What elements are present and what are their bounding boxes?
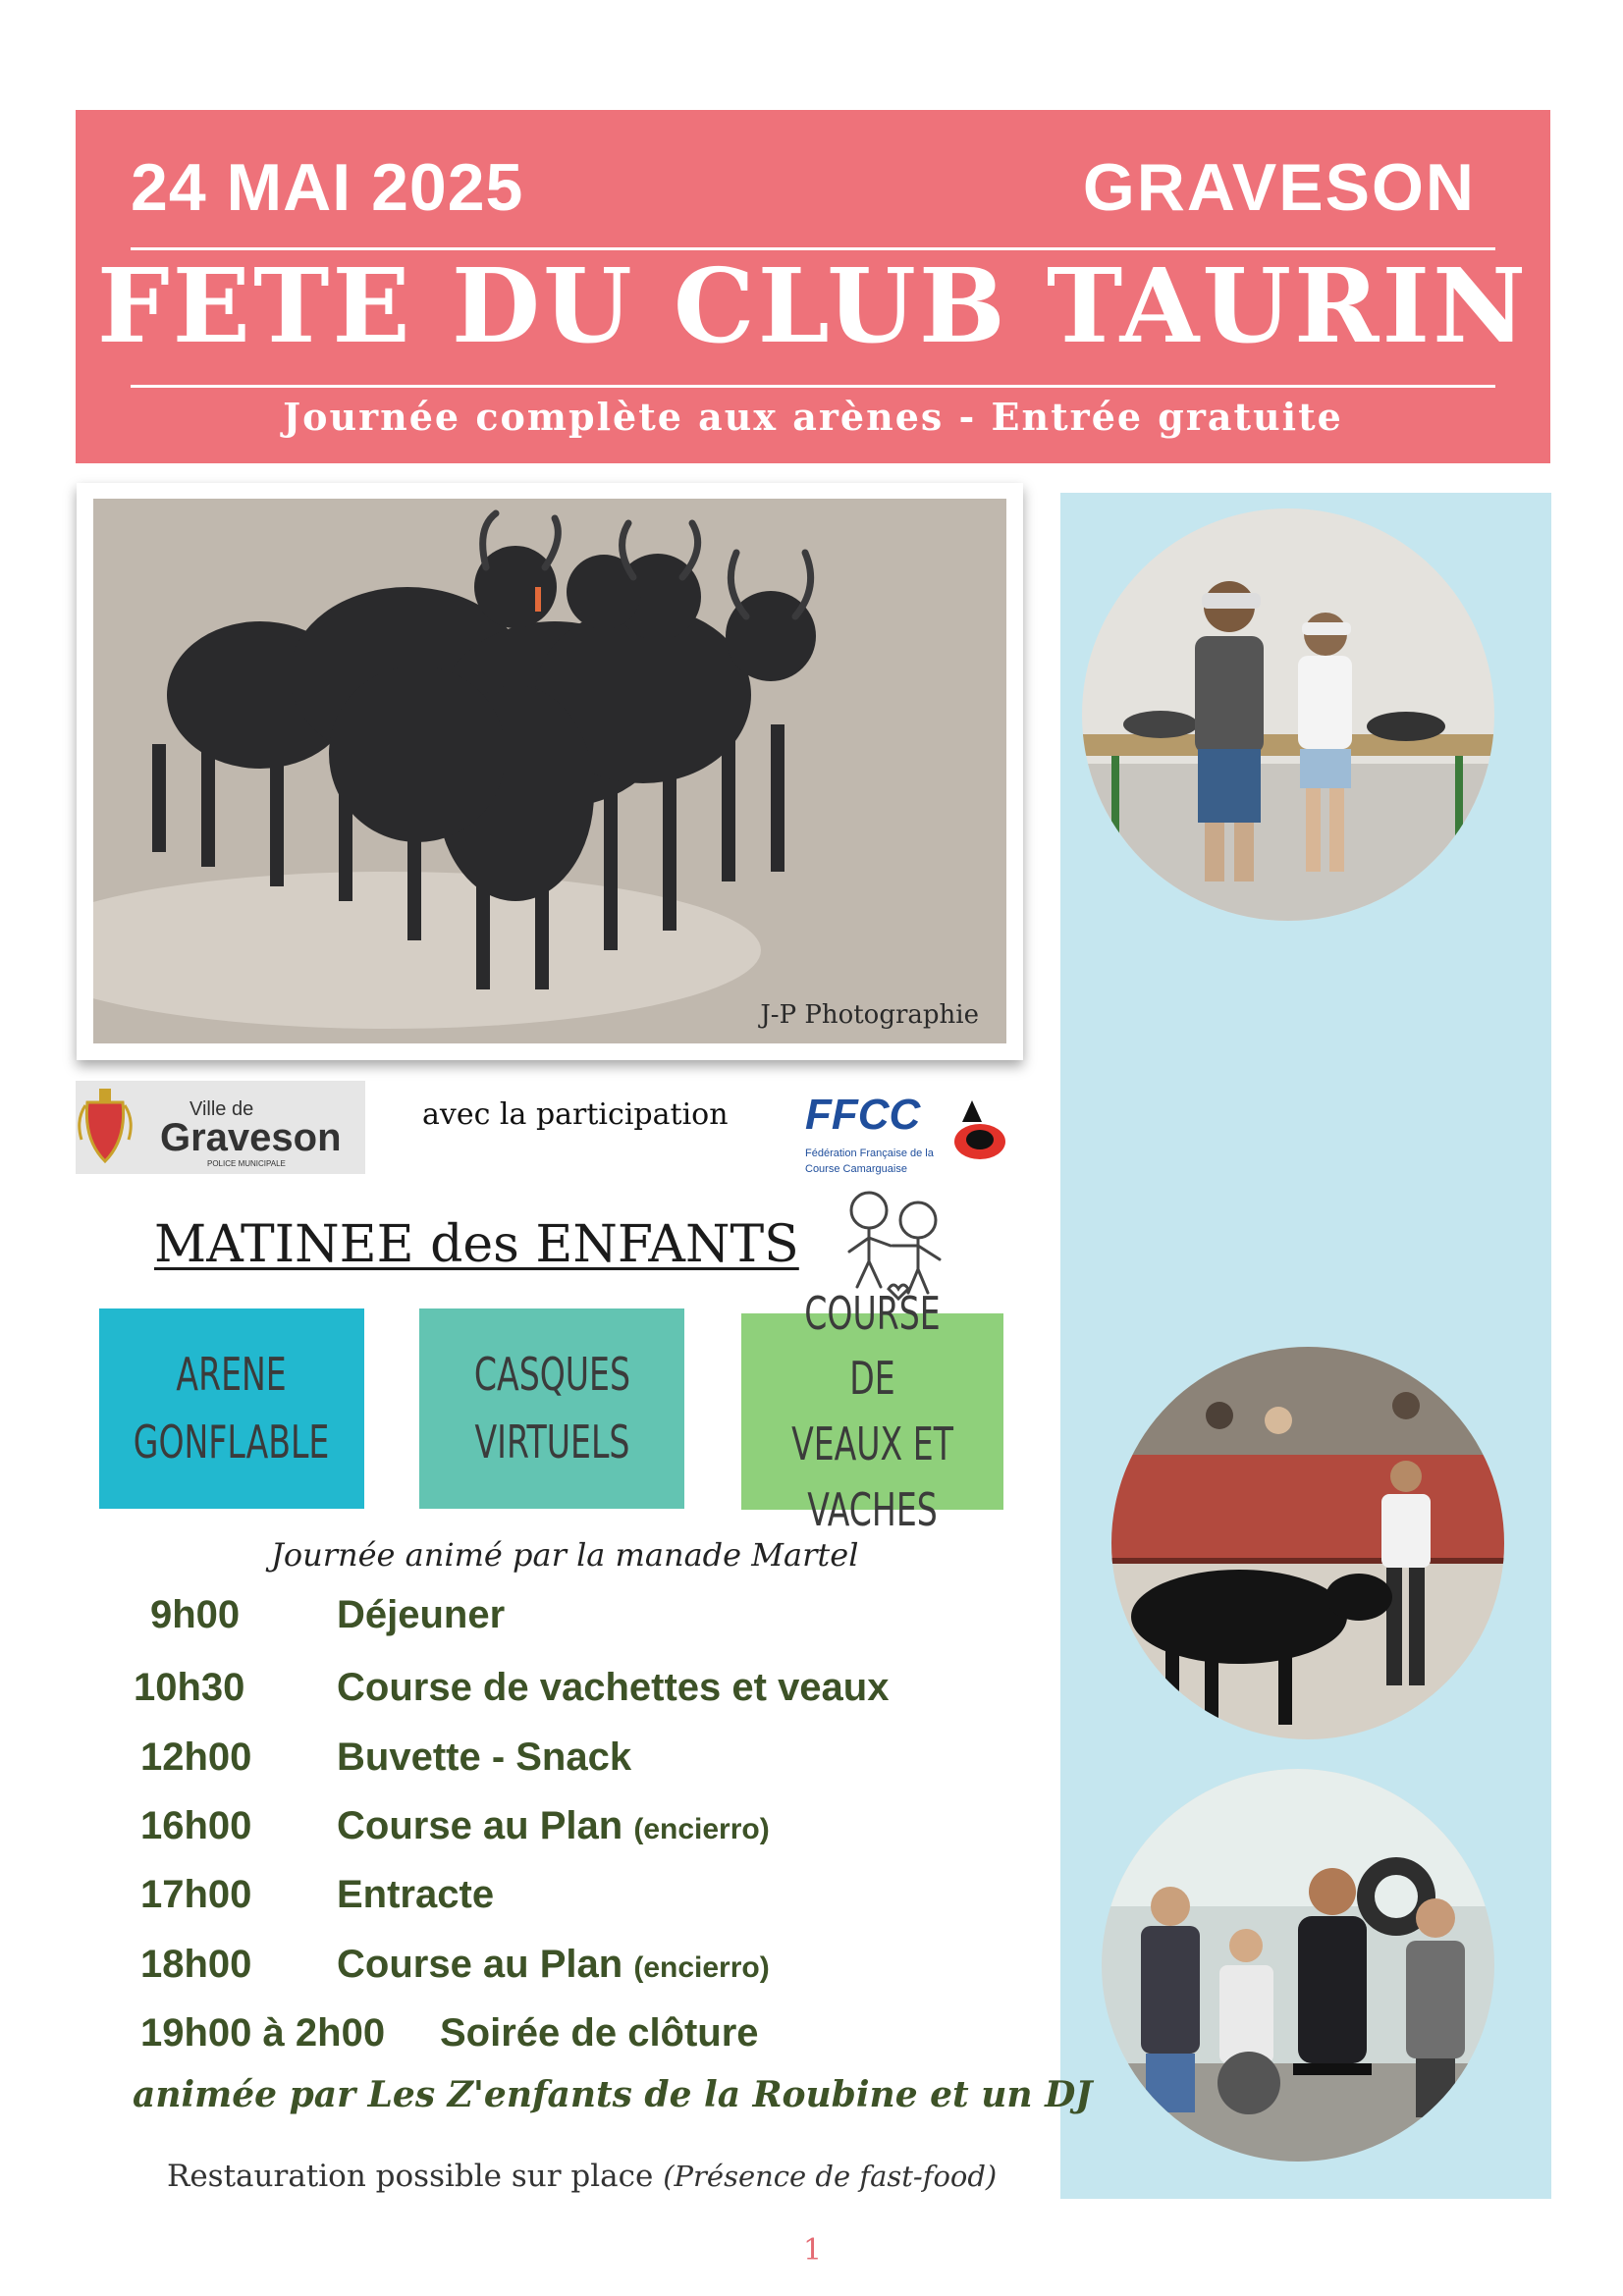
program-activity: Déjeuner — [337, 1593, 506, 1636]
activity-box-course — [741, 1286, 1003, 1536]
activity-box-arena — [99, 1308, 364, 1509]
sidebar-panel — [1060, 493, 1551, 2199]
program-time: 12h00 — [140, 1735, 252, 1779]
program-activity: Entracte — [337, 1873, 495, 1916]
program-note: (encierro) — [633, 1813, 770, 1845]
restauration-text: Restauration possible sur place (Présence de fast-food) — [167, 2159, 998, 2194]
police-label: POLICE MUNICIPALE — [207, 1159, 286, 1168]
activity-box-vr — [419, 1308, 684, 1509]
program-activity: Course au Plan (encierro) — [337, 1804, 770, 1847]
box-line: VACHES — [807, 1482, 938, 1536]
ffcc-bull-icon — [943, 1093, 1011, 1171]
ffcc-line2: Course Camarguaise — [805, 1163, 907, 1175]
program-activity: Soirée de clôture — [440, 2011, 759, 2055]
program-time: 9h00 — [150, 1593, 241, 1636]
program-time: 18h00 — [140, 1943, 252, 1986]
bulls-photo — [93, 499, 1006, 1043]
box-line: ARENE — [176, 1348, 288, 1401]
program-intro: Journée animé par la manade Martel — [271, 1536, 859, 1574]
page-number: 1 — [803, 2233, 823, 2268]
program-time: 17h00 — [140, 1873, 252, 1916]
participation-text: avec la participation — [422, 1097, 729, 1132]
arena-calf-photo — [1111, 1347, 1504, 1739]
program-note: (encierro) — [633, 1951, 770, 1984]
box-line: COURSE DE — [804, 1286, 941, 1406]
ffcc-acronym: FFCC — [805, 1091, 921, 1139]
ffcc-logo — [797, 1085, 1013, 1183]
program-activity: Buvette - Snack — [337, 1735, 632, 1779]
ville-label: Ville de — [189, 1098, 254, 1120]
box-line: GONFLABLE — [134, 1415, 330, 1468]
box-line: VEAUX ET — [791, 1417, 953, 1470]
program-activity: Course de vachettes et veaux — [337, 1666, 890, 1709]
closing-note: animée par Les Z'enfants de la Roubine et un DJ — [133, 2074, 1093, 2115]
event-town: GRAVESON — [1082, 150, 1476, 225]
photo-credit: J-P Photographie — [760, 1000, 979, 1030]
box-line: CASQUES — [473, 1348, 630, 1401]
program-time: 10h30 — [134, 1666, 245, 1709]
event-date: 24 MAI 2025 — [131, 150, 524, 225]
box-line: VIRTUELS — [474, 1415, 629, 1468]
restauration-note: (Présence de fast-food) — [663, 2160, 998, 2193]
matinee-heading: MATINEE des ENFANTS — [154, 1215, 799, 1274]
header-divider-bottom — [131, 385, 1495, 388]
event-subtitle: Journée complète aux arènes - Entrée gratuite — [283, 395, 1343, 439]
vr-kids-photo — [1082, 508, 1494, 921]
program-time: 16h00 — [140, 1804, 252, 1847]
ville-graveson-logo — [76, 1081, 365, 1174]
program-activity: Course au Plan (encierro) — [337, 1943, 770, 1986]
band-concert-photo — [1102, 1769, 1494, 2162]
ffcc-line1: Fédération Française de la — [805, 1148, 934, 1159]
event-title: FETE DU CLUB TAURIN — [96, 245, 1530, 366]
program-time: 19h00 à 2h00 — [140, 2011, 386, 2055]
graveson-wordmark: Graveson — [160, 1116, 342, 1159]
